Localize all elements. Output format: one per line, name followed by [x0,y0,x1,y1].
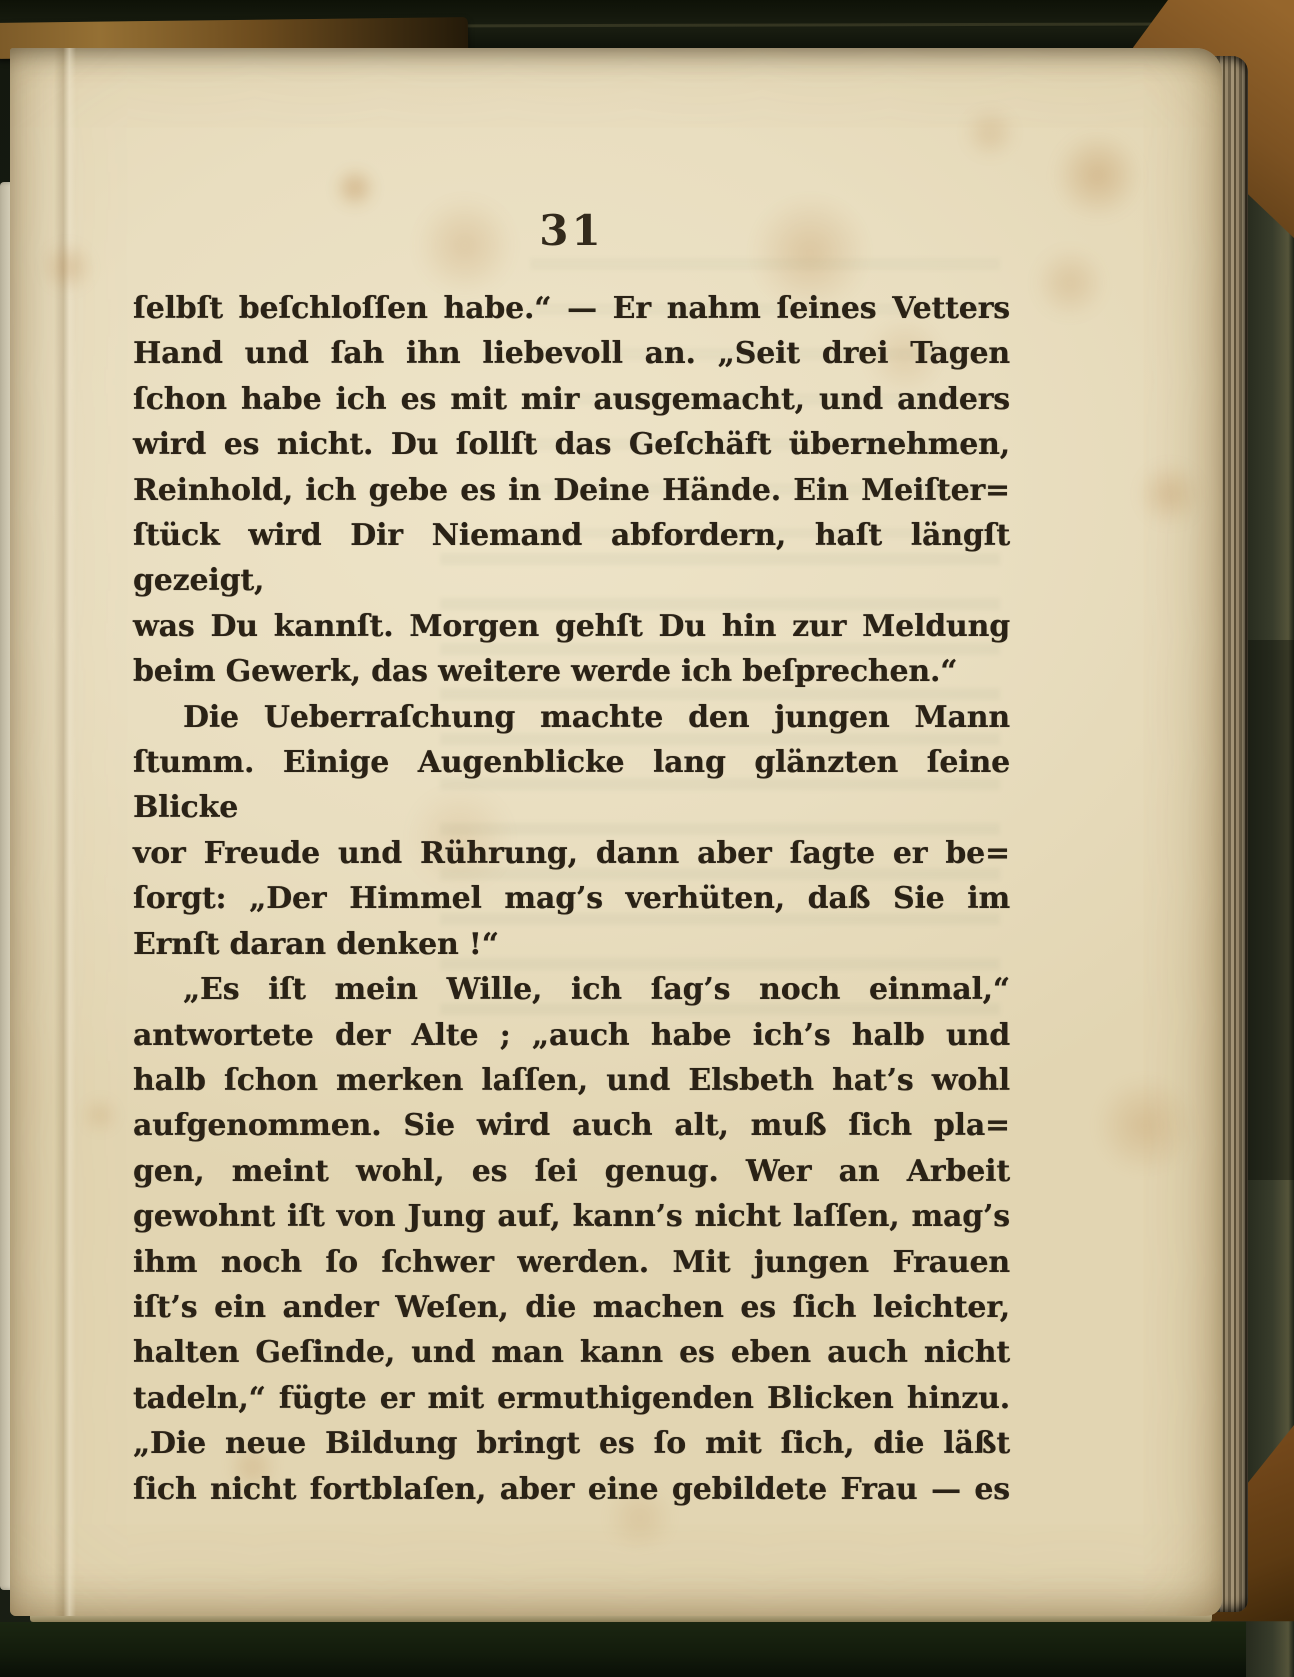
text-line: beim Gewerk, das weitere werde ich beſprechen.“ [133,654,958,690]
foxing-spot [1090,1078,1200,1173]
book-cover-right [1246,0,1294,1677]
text-line: iſt’s ein ander Weſen, die machen es ſich leichter, [133,1289,1010,1325]
text-line: gewohnt iſt von Jung auf, kann’s nicht laſſen, mag’s [133,1199,1010,1235]
text-line: Ernſt daran denken !“ [133,926,499,962]
text-line: vor Freude und Rührung, dann aber ſagte er be= [133,835,1010,871]
text-line: ſchon habe ich es mit mir ausgemacht, und anders [133,381,1010,417]
foxing-spot [332,168,378,208]
text-line: gen, meint wohl, es ſei genug. Wer an Arbeit [133,1153,1010,1189]
text-line: aufgenommen. Sie wird auch alt, muß ſich pla= [133,1108,1010,1144]
foxing-spot [40,243,95,291]
text-line: „Es iſt mein Wille, ich ſag’s noch einmal,“ [183,972,1010,1008]
text-line: ſtück wird Dir Niemand abfordern, haſt längſt gezeigt, [133,518,1010,599]
text-line: was Du kannſt. Morgen gehſt Du hin zur Meldung [133,608,1010,644]
foxing-spot [80,1098,120,1132]
text-line: Die Ueberraſchung machte den jungen Mann [183,699,1010,735]
text-line: ſtumm. Einige Augenblicke lang glänzten ſeine Blicke [133,745,1010,826]
text-line: halten Geſinde, und man kann es eben auch nicht [133,1335,1010,1371]
text-line: ſelbſt beſchloſſen habe.“ — Er nahm ſeines Vetters [133,291,1010,326]
text-line: Hand und ſah ihn liebevoll an. „Seit drei Tagen [133,336,1010,372]
page-text-block [133,286,1010,1512]
text-line: Reinhold, ich gebe es in Deine Hände. Ein Meiſter= [133,472,1010,508]
foxing-spot [960,108,1020,158]
text-line: ſorgt: „Der Himmel mag’s verhüten, daß Sie im [133,881,1010,917]
book-cover-bottom [0,1622,1294,1677]
text-line: ihm noch ſo ſchwer werden. Mit jungen Frauen [133,1244,1010,1280]
text-line: wird es nicht. Du ſollſt das Geſchäft übernehmen, [133,427,1010,463]
text-line: ſich nicht fortblaſen, aber eine gebildete Frau — es [133,1471,1010,1507]
text-line: tadeln,“ fügte er mit ermuthigenden Blicken hinzu. [133,1380,1010,1416]
text-line: halb ſchon merken laſſen, und Elsbeth hat’s wohl [133,1062,1010,1098]
book-page [10,48,1222,1616]
foxing-spot [1050,133,1145,218]
foxing-spot [1135,463,1205,525]
page-number: 31 [539,206,604,255]
text-line: antwortete der Alte ; „auch habe ich’s halb und [133,1017,1010,1053]
text-line: „Die neue Bildung bringt es ſo mit ſich, die läßt [133,1426,1010,1462]
foxing-spot [1030,248,1110,318]
